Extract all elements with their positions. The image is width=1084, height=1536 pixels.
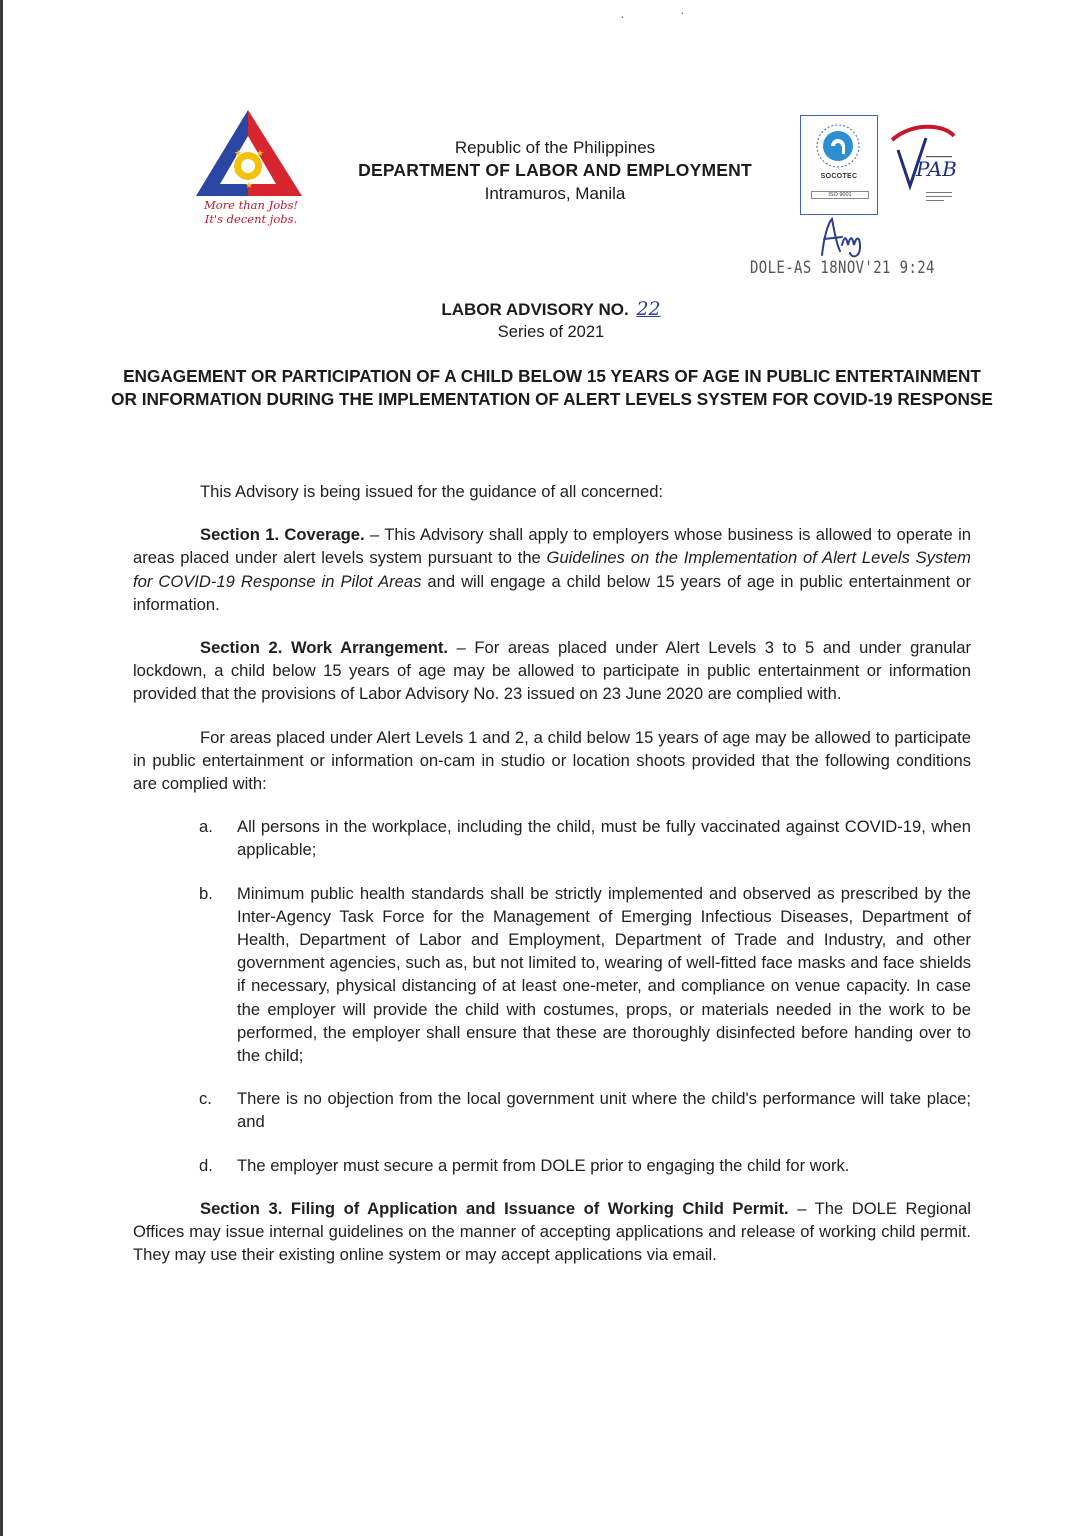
received-stamp: DOLE-AS 18NOV'21 9:24 — [750, 258, 935, 278]
section-1-guidelines-title: Guidelines on the Implementation of Alert Levels System for COVID-19 Response in Pilot Areas — [133, 548, 971, 591]
condition-letter: a. — [199, 817, 213, 837]
condition-text: All persons in the workplace, including the child, must be fully vaccinated against COVID-19, when applicable; — [237, 817, 971, 860]
socotec-label: SOCOTEC — [820, 173, 858, 180]
condition-text: Minimum public health standards shall be strictly implemented and observed as prescribed by the Inter-Agency Task Force for the Management of Emerging Infectious Diseases, Department of Health, Department of Labor and Employment, Department of Trade and Industry, and other government agencies, such as, but not limited to, wearing of well-fitted face masks and face shields if necessary, physical distancing of at least one-meter, and compliance on venue capacity. In case the employer will provide the child with costumes, props, or materials needed in the work to be performed, the employer shall ensure that these are thoroughly disinfected before handing over to the child; — [237, 883, 971, 1066]
page-left-edge — [0, 0, 3, 1536]
condition-item — [133, 1154, 971, 1177]
tagline-line-2: It's decent jobs. — [204, 212, 298, 226]
condition-letter: b. — [199, 883, 213, 903]
header-department: DEPARTMENT OF LABOR AND EMPLOYMENT — [358, 160, 752, 180]
section-3-heading: Section 3. Filing of Application and Issuance of Working Child Permit. — [200, 1198, 789, 1218]
svg-text:★: ★ — [234, 149, 243, 159]
advisory-title: ENGAGEMENT OR PARTICIPATION OF A CHILD BELOW 15 YEARS OF AGE IN PUBLIC ENTERTAINMENT OR INFORMATION DURING THE IMPLEMENTATION OF ALERT LEVELS SYSTEM FOR COVID-19 RESPONSE — [111, 366, 993, 409]
scan-speck: · — [620, 8, 625, 24]
header-republic: Republic of the Philippines — [454, 138, 656, 157]
section-3-text: – The DOLE Regional Offices may issue internal guidelines on the manner of accepting applications and release of working child permit. They may use their existing online system or may accept applications via email. — [133, 1198, 971, 1265]
dole-triangle-emblem — [190, 106, 310, 201]
pab-label: PAB — [916, 157, 957, 181]
advisory-label: LABOR ADVISORY NO. — [441, 300, 629, 319]
advisory-number: 22 — [636, 298, 661, 320]
advisory-heading — [320, 298, 782, 344]
svg-text:★: ★ — [256, 149, 265, 159]
advisory-series: Series of 2021 — [497, 323, 605, 341]
section-1-heading: Section 1. Coverage. — [200, 525, 365, 545]
condition-letter: d. — [199, 1155, 213, 1175]
svg-text:★: ★ — [245, 181, 254, 191]
handwritten-initials — [814, 215, 874, 261]
section-2-conditions-intro: For areas placed under Alert Levels 1 and 2, a child below 15 years of age may be allowed to participate in public entertainment or information on-cam in studio or location shoots provided that the following conditions are complied with: — [133, 727, 971, 794]
section-2-paragraph — [133, 636, 971, 706]
section-1-text: – This Advisory shall apply to employers whose business is allowed to operate in areas placed under alert levels system pursuant to the — [133, 525, 971, 568]
section-1-text-end: and will engage a child below 15 years of age in public entertainment or information. — [133, 571, 971, 614]
socotec-logo-icon — [801, 116, 876, 176]
advisory-body — [133, 480, 971, 1286]
logo-tagline — [190, 198, 312, 226]
condition-item — [133, 1087, 971, 1133]
header-location: Intramuros, Manila — [484, 184, 626, 203]
intro-paragraph: This Advisory is being issued for the guidance of all concerned: — [200, 482, 664, 501]
iso-label: ISO 9001 — [811, 191, 869, 199]
socotec-cert-mark — [800, 115, 878, 215]
condition-item — [133, 882, 971, 1068]
section-3-paragraph — [133, 1197, 971, 1267]
condition-item — [133, 815, 971, 861]
condition-text: The employer must secure a permit from DOLE prior to engaging the child for work. — [237, 1155, 850, 1175]
pab-accreditation-mark — [886, 120, 958, 210]
letterhead — [320, 136, 790, 205]
condition-letter: c. — [199, 1089, 212, 1109]
condition-text: There is no objection from the local government unit where the child's performance will take place; and — [237, 1089, 971, 1132]
dole-logo — [190, 106, 310, 246]
section-2-heading: Section 2. Work Arrangement. — [200, 638, 448, 658]
tagline-line-1: More than Jobs! — [203, 198, 299, 212]
scan-speck: · — [680, 4, 685, 20]
section-1-paragraph — [133, 523, 971, 616]
section-2-text: – For areas placed under Alert Levels 3 to 5 and under granular lockdown, a child below 15 years of age may be allowed to participate in public entertainment or information provided that the provisions of Labor Advisory No. 23 issued on 23 June 2020 are complied with. — [133, 638, 972, 704]
